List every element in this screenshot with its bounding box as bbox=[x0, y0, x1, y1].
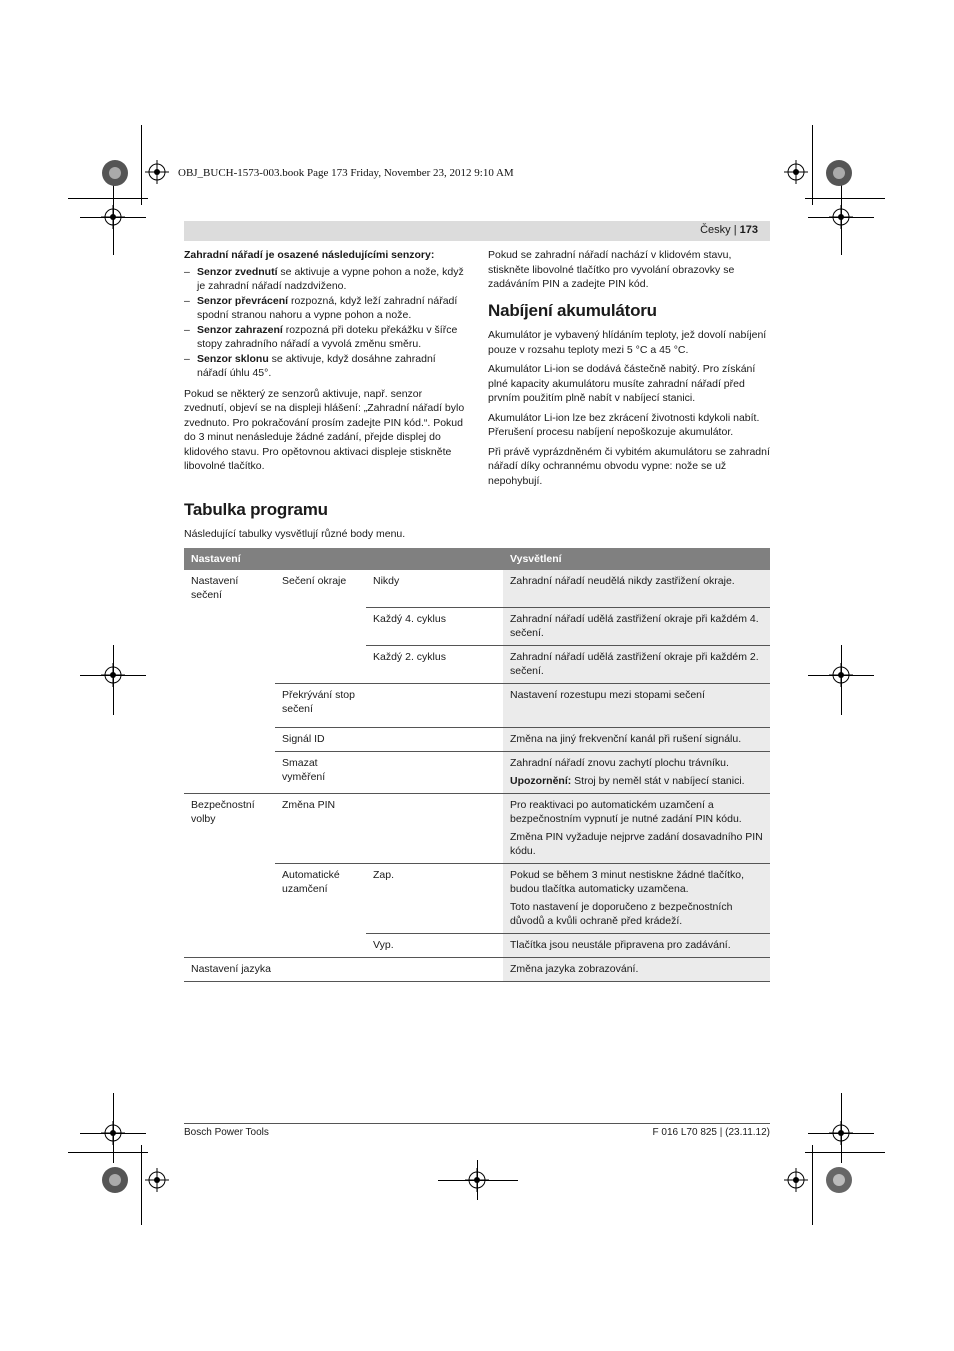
table-cell: Zahradní nářadí neudělá nikdy zastřižení okraje. bbox=[503, 570, 770, 607]
section-heading: Nabíjení akumulátoru bbox=[488, 300, 657, 320]
table-row bbox=[184, 607, 770, 645]
table-cell: Zap. bbox=[366, 863, 503, 933]
explanation-text: Toto nastavení je doporučeno z bezpečnostních důvodů a kvůli ochraně před krádeží. bbox=[510, 900, 733, 927]
sensor-lead: Zahradní nářadí je osazené následujícími senzory: bbox=[184, 249, 435, 261]
table-cell: Nikdy bbox=[373, 575, 400, 587]
table-row bbox=[184, 683, 770, 727]
table-cell: Tlačítka jsou neustále připravena pro zadávání. bbox=[503, 933, 770, 957]
table-cell: Změna jazyka zobrazování. bbox=[503, 957, 770, 981]
table-cell: Každý 2. cyklus bbox=[366, 645, 503, 683]
sensor-paragraph: Pokud se některý ze senzorů aktivuje, např. senzor zvednutí, objeví se na displeji hlášení: „Zahradní nářadí bylo zvednuto. Pro pokračování prosím zadejte PIN kód.“. Pokud do 3 minut nenásleduje žádné zadání, přejde displej do klidového stavu. Pro opětovnou aktivaci displeje stiskněte libovolné tlačítko. bbox=[184, 387, 465, 472]
registration-target-icon bbox=[100, 158, 130, 188]
footer-divider bbox=[184, 1123, 770, 1124]
crosshair-icon bbox=[465, 1168, 489, 1192]
sensor-list bbox=[184, 265, 466, 381]
explanation-text: Pro reaktivaci po automatickém uzamčení a bezpečnostním vypnutí je nutné zadání PIN kódu. bbox=[510, 798, 742, 825]
table-cell: Změna PIN bbox=[275, 793, 366, 863]
crosshair-icon bbox=[145, 160, 169, 184]
table-cell: Sečení okraje bbox=[282, 575, 347, 587]
paragraph: Akumulátor Li-ion lze bez zkrácení životnosti kdykoli nabít. Přerušení procesu nabíjení nepoškozuje akumulátor. bbox=[488, 411, 760, 438]
paragraph: Při právě vyprázdněném či vybitém akumulátoru se zahradní nářadí díky ochrannému obvodu vypne: nože se už nepohybují. bbox=[488, 445, 770, 487]
table-header: Nastavení bbox=[184, 548, 503, 570]
crosshair-icon bbox=[145, 1168, 169, 1192]
list-item: – Senzor zvednutí se aktivuje a vypne pohon a nože, když je zahradní nářadí nadzdviženo. bbox=[184, 265, 464, 292]
table-cell: Překrývání stop sečení bbox=[275, 683, 366, 727]
registration-target-icon bbox=[824, 1165, 854, 1195]
table-row bbox=[184, 793, 770, 863]
crosshair-icon bbox=[784, 160, 808, 184]
list-item: – Senzor zahrazení rozpozná při doteku překážku v šířce stopy zahradního nářadí a vyvolá změnu směru. bbox=[184, 323, 458, 350]
section-heading: Tabulka programu bbox=[184, 500, 328, 519]
table-cell bbox=[503, 793, 770, 863]
crosshair-icon bbox=[829, 1121, 853, 1145]
program-table bbox=[184, 548, 770, 982]
table-cell: Nastavení rozestupu mezi stopami sečení bbox=[503, 683, 770, 727]
crosshair-icon bbox=[101, 205, 125, 229]
table-cell: Vyp. bbox=[366, 933, 503, 957]
table-row bbox=[184, 645, 770, 683]
table-cell: Smazat vyměření bbox=[275, 751, 366, 793]
footer-left: Bosch Power Tools bbox=[184, 1127, 269, 1138]
left-column bbox=[184, 248, 466, 479]
print-slug: OBJ_BUCH-1573-003.book Page 173 Friday, November 23, 2012 9:10 AM bbox=[178, 167, 514, 179]
table-row bbox=[184, 933, 770, 957]
explanation-text: Pokud se během 3 minut nestiskne žádné tlačítko, budou tlačítka automaticky uzamčena. bbox=[510, 868, 745, 895]
table-cell: Signál ID bbox=[275, 727, 366, 751]
table-row bbox=[184, 957, 770, 981]
crosshair-icon bbox=[829, 663, 853, 687]
table-cell: Bezpečnostní volby bbox=[184, 793, 275, 863]
standby-paragraph: Pokud se zahradní nářadí nachází v klidovém stavu, stiskněte libovolné tlačítko pro vyvolání obrazovky se zadáváním PIN a zadejte PIN kód. bbox=[488, 249, 735, 290]
explanation-text: Změna PIN vyžaduje nejprve zadání dosavadního PIN kódu. bbox=[510, 830, 763, 857]
table-cell: Každý 4. cyklus bbox=[366, 607, 503, 645]
explanation-note: Upozornění: Stroj by neměl stát v nabíjecí stanici. bbox=[510, 774, 745, 787]
list-item: – Senzor převrácení rozpozná, když leží zahradní nářadí spodní stranou nahoru a vypne pohon a nože. bbox=[184, 294, 458, 321]
footer-right: F 016 L70 825 | (23.11.12) bbox=[652, 1127, 770, 1138]
table-cell: Automatické uzamčení bbox=[275, 863, 366, 933]
table-cell: Zahradní nářadí udělá zastřižení okraje při každém 2. sečení. bbox=[503, 645, 770, 683]
list-item: – Senzor sklonu se aktivuje, když dosáhne zahradní nářadí úhlu 45°. bbox=[184, 352, 436, 379]
explanation-text: Zahradní nářadí znovu zachytí plochu trávníku. bbox=[510, 756, 729, 769]
paragraph: Akumulátor je vybavený hlídáním teploty, jež dovolí nabíjení pouze v rozsahu teploty mezi 5 °C a 45 °C. bbox=[488, 329, 767, 356]
registration-target-icon bbox=[824, 158, 854, 188]
table-row bbox=[184, 751, 770, 793]
table-cell: Zahradní nářadí udělá zastřižení okraje při každém 4. sečení. bbox=[503, 607, 770, 645]
header-language-page: Česky | 173 bbox=[700, 224, 758, 236]
crosshair-icon bbox=[784, 1168, 808, 1192]
paragraph: Akumulátor Li-ion se dodává částečně nabitý. Pro získání plné kapacity akumulátoru musíte zahradní nářadí před prvním použitím plně nabít v nabíjecí stanici. bbox=[488, 363, 756, 404]
crosshair-icon bbox=[101, 1121, 125, 1145]
table-cell: Změna na jiný frekvenční kanál při rušení signálu. bbox=[503, 727, 770, 751]
table-header: Vysvětlení bbox=[503, 548, 770, 570]
crosshair-icon bbox=[101, 663, 125, 687]
table-row bbox=[184, 570, 770, 607]
table-cell: Nastavení jazyka bbox=[184, 957, 503, 981]
table-row bbox=[184, 863, 770, 933]
table-header-row bbox=[184, 548, 770, 570]
table-row bbox=[184, 727, 770, 751]
right-column bbox=[488, 248, 770, 493]
table-cell bbox=[503, 863, 770, 933]
table-intro: Následující tabulky vysvětlují různé body menu. bbox=[184, 528, 406, 540]
registration-target-icon bbox=[100, 1165, 130, 1195]
page-header bbox=[184, 221, 770, 241]
table-cell bbox=[503, 751, 770, 793]
crosshair-icon bbox=[829, 205, 853, 229]
table-cell: Nastavení sečení bbox=[191, 575, 239, 601]
